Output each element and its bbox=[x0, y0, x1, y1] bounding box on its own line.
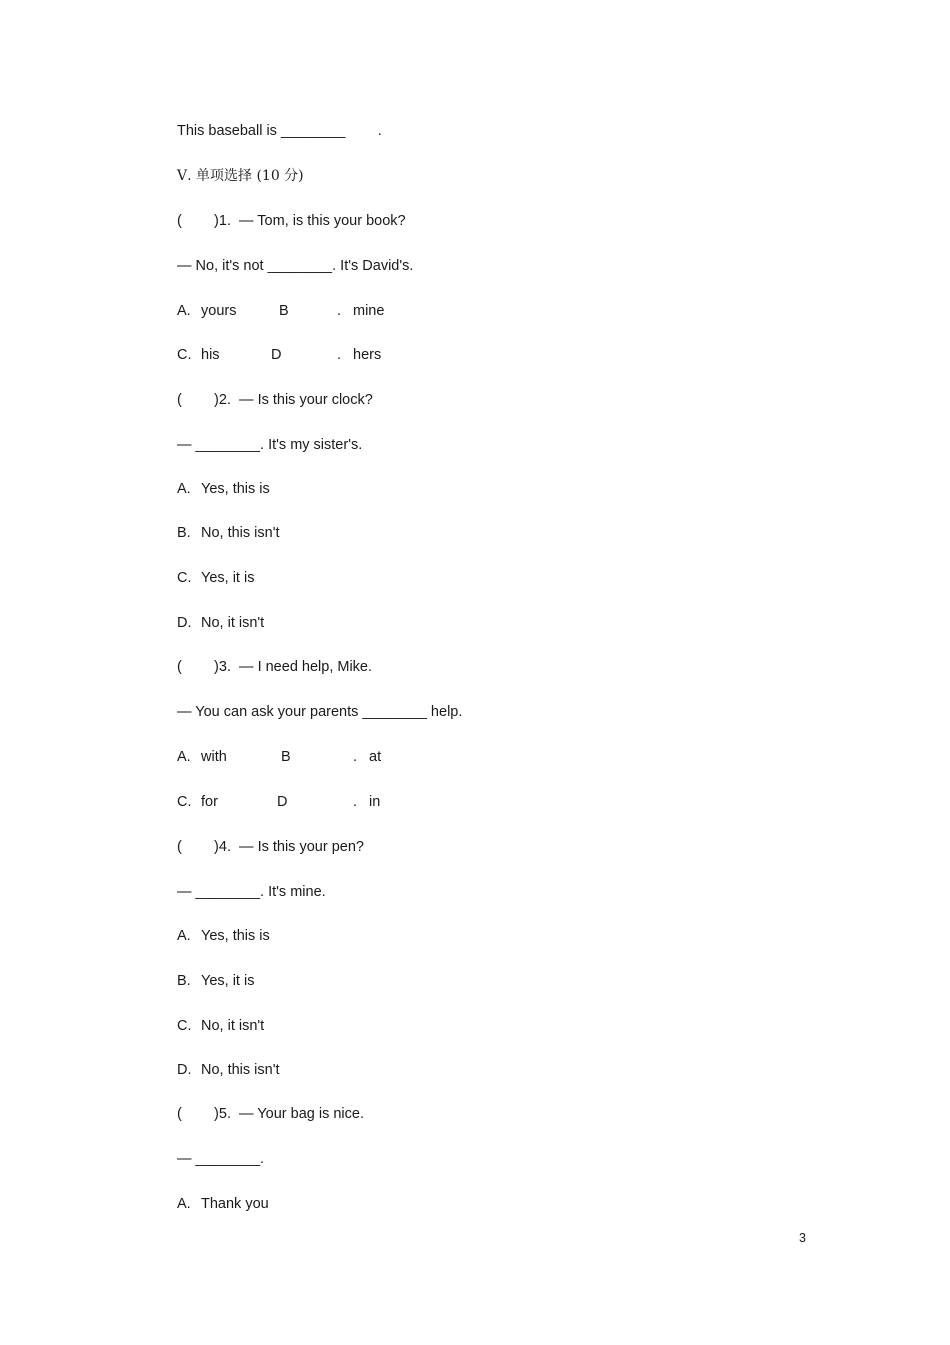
q3-option-d-dot: . bbox=[353, 794, 358, 810]
q1-option-b-dot: . bbox=[337, 303, 342, 319]
q5-stem: ( )5. — Your bag is nice. bbox=[177, 1106, 364, 1122]
q2-option-d-letter: D. bbox=[177, 615, 192, 631]
q2-option-c-text: Yes, it is bbox=[201, 570, 255, 586]
q3-option-d-text: in bbox=[369, 794, 381, 810]
q5-option-a-text: Thank you bbox=[201, 1196, 269, 1212]
q3-option-b-dot: . bbox=[353, 749, 358, 765]
q1-option-b-text: mine bbox=[353, 303, 385, 319]
q4-option-b-letter: B. bbox=[177, 973, 191, 989]
q1-stem: ( )1. — Tom, is this your book? bbox=[177, 213, 406, 229]
q2-reply: — ________. It's my sister's. bbox=[177, 437, 363, 453]
q2-option-a-letter: A. bbox=[177, 481, 191, 497]
q1-option-b-letter: B bbox=[279, 303, 289, 319]
q1-option-d-text: hers bbox=[353, 347, 382, 363]
q3-option-d-letter: D bbox=[277, 794, 288, 810]
q2-stem: ( )2. — Is this your clock? bbox=[177, 392, 373, 408]
q1-option-c-text: his bbox=[201, 347, 220, 363]
q1-option-a-letter: A. bbox=[177, 303, 191, 319]
q1-option-a-text: yours bbox=[201, 303, 237, 319]
q4-option-d-letter: D. bbox=[177, 1062, 192, 1078]
q1-option-d-dot: . bbox=[337, 347, 342, 363]
q4-reply: — ________. It's mine. bbox=[177, 884, 326, 900]
q3-stem: ( )3. — I need help, Mike. bbox=[177, 659, 373, 675]
q4-option-c-text: No, it isn't bbox=[201, 1018, 265, 1034]
q2-option-b-text: No, this isn't bbox=[201, 525, 280, 541]
q4-option-b-text: Yes, it is bbox=[201, 973, 255, 989]
q5-reply: — ________. bbox=[177, 1151, 265, 1167]
q1-reply: — No, it's not ________. It's David's. bbox=[177, 258, 414, 274]
q4-stem: ( )4. — Is this your pen? bbox=[177, 839, 364, 855]
q3-option-a-text: with bbox=[201, 749, 227, 765]
q4-option-a-letter: A. bbox=[177, 928, 191, 944]
q3-option-a-letter: A. bbox=[177, 749, 191, 765]
q2-option-c-letter: C. bbox=[177, 570, 192, 586]
q2-option-d-text: No, it isn't bbox=[201, 615, 265, 631]
q4-option-a-text: Yes, this is bbox=[201, 928, 270, 944]
q3-option-c-text: for bbox=[201, 794, 218, 810]
q5-option-a-letter: A. bbox=[177, 1196, 191, 1212]
q3-option-b-text: at bbox=[369, 749, 382, 765]
q3-reply: — You can ask your parents ________ help. bbox=[177, 704, 463, 720]
q4-option-d-text: No, this isn't bbox=[201, 1062, 280, 1078]
q1-option-c-letter: C. bbox=[177, 347, 192, 363]
q3-option-b-letter: B bbox=[281, 749, 291, 765]
q3-option-c-letter: C. bbox=[177, 794, 192, 810]
q2-option-a-text: Yes, this is bbox=[201, 481, 270, 497]
q4-option-c-letter: C. bbox=[177, 1018, 192, 1034]
q2-option-b-letter: B. bbox=[177, 525, 191, 541]
section-title: Ⅴ. 单项选择 (10 分) bbox=[177, 168, 304, 184]
page-number: 3 bbox=[799, 1231, 806, 1245]
intro-sentence: This baseball is ________ . bbox=[177, 123, 382, 139]
q1-option-d-letter: D bbox=[271, 347, 282, 363]
